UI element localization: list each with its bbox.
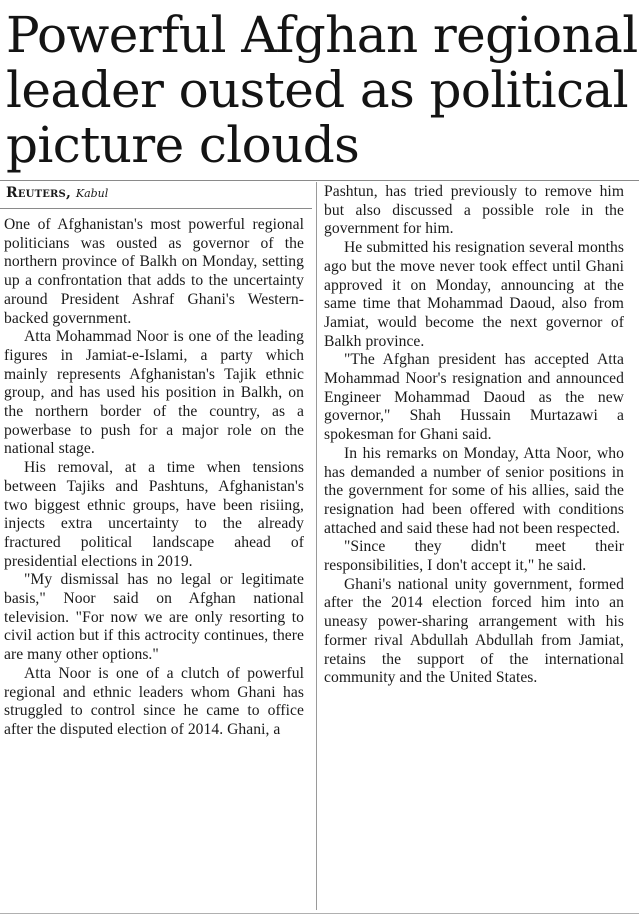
headline-line-2: leader ousted as political — [6, 61, 629, 119]
article-paragraph: Atta Mohammad Noor is one of the leading figures in Jamiat-e-Islami, a party which mainly represents Afghanistan's Tajik ethnic group, and has used his position in Balkh, on the northern border of the country, as a powerbase to push for a major role on the national stage. — [4, 328, 304, 458]
article-paragraph: "The Afghan president has accepted Atta Mohammad Noor's resignation and announced Engineer Mohammad Daoud as the new governor," Shah Hussain Murtazawi a spokesman for Ghani said. — [324, 351, 624, 444]
byline-divider — [0, 208, 312, 209]
bottom-rule — [0, 913, 639, 914]
article-paragraph: His removal, at a time when tensions between Tajiks and Pashtuns, Afghanistan's two biggest ethnic groups, have been risiing, injects extra uncertainty to the already fractured political landscape ahead of presidential elections in 2019. — [4, 459, 304, 570]
headline-line-3: picture clouds — [6, 116, 360, 174]
byline — [6, 183, 108, 204]
article-paragraph: Pashtun, has tried previously to remove him but also discussed a possible role in the government for him. — [324, 183, 624, 238]
article-paragraph: One of Afghanistan's most powerful regional politicians was ousted as governor of the northern province of Balkh on Monday, setting up a confrontation that adds to the uncertainty around President Ashraf Ghani's Western-backed government. — [4, 216, 304, 327]
byline-agency: Reuters — [6, 185, 66, 201]
article-paragraph: He submitted his resignation several months ago but the move never took effect until Ghani approved it on Monday, announcing at the same time that Mohammad Daoud, also from Jamiat, would become the next governor of Balkh province. — [324, 239, 624, 350]
article-paragraph: "My dismissal has no legal or legitimate basis," Noor said on Afghan national television. "For now we are only resorting to civil action but if this actrocity continues, there are many other options." — [4, 571, 304, 664]
article-column-right — [324, 183, 624, 688]
byline-separator: , — [65, 185, 71, 201]
headline — [6, 8, 636, 173]
article-paragraph: "Since they didn't meet their responsibilities, I don't accept it," he said. — [324, 538, 624, 575]
headline-line-1: Powerful Afghan regional — [6, 6, 638, 64]
column-divider — [316, 182, 317, 910]
article-paragraph: Ghani's national unity government, formed after the 2014 election forced him into an uneasy power-sharing arrangement with his former rival Abdullah Abdullah from Jamiat, retains the support of the international community and the United States. — [324, 575, 624, 687]
article-paragraph: Atta Noor is one of a clutch of powerful regional and ethnic leaders whom Ghani has struggled to control since he came to office after the disputed election of 2014. Ghani, a — [4, 664, 304, 738]
article-paragraph: In his remarks on Monday, Atta Noor, who has demanded a number of senior positions in the government for some of his allies, said the resignation had been offered with conditions attached and said these had not been respected. — [324, 444, 624, 537]
headline-divider — [0, 180, 639, 181]
byline-location: Kabul — [75, 187, 109, 200]
article-column-left — [4, 216, 304, 740]
